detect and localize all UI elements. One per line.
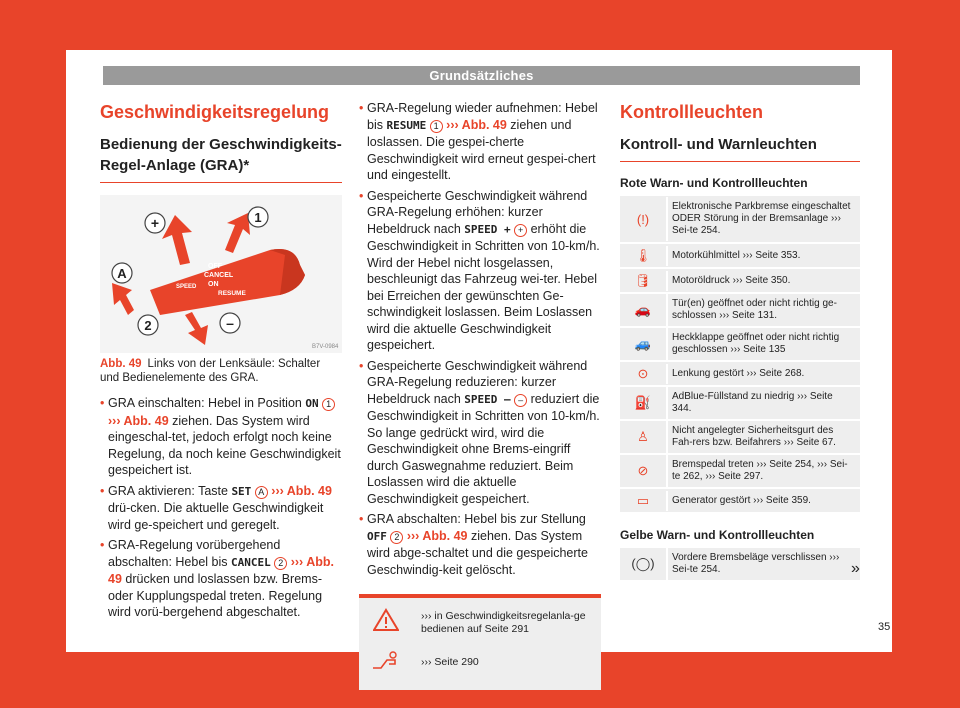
lever-cancel: CANCEL <box>204 272 234 279</box>
oil-icon: 🛢 <box>634 272 652 288</box>
section-heading: Kontrollleuchten <box>620 102 763 122</box>
brake-pad-icon: (◯) <box>631 556 655 571</box>
page-number: 35 <box>878 621 891 633</box>
coolant-icon: 🌡 <box>634 247 652 263</box>
table-row: ⊙ Lenkung gestört ››› Seite 268. <box>620 362 860 387</box>
page-header: Grundsätzliches <box>103 66 860 85</box>
continue-arrow-icon: » <box>851 560 860 577</box>
label-a: A <box>117 266 127 281</box>
figure-caption <box>100 357 342 385</box>
label-minus: – <box>226 315 234 331</box>
lever-illustration <box>100 195 342 353</box>
info-hand-icon <box>371 650 401 674</box>
table-row: ⊘ Bremspedal treten ››› Seite 254, ››› Sei-te 262, ››› Seite 297. <box>620 455 860 489</box>
red-lights-title: Rote Warn- und Kontrollleuchten <box>620 176 808 190</box>
note-info-text: ››› Seite 290 <box>421 656 479 668</box>
label-one: 1 <box>254 210 262 225</box>
note-box <box>359 594 601 690</box>
list-item: • GRA-Regelung vorübergehend abschalten: Hebel bis CANCEL 2 ››› Abb. 49 drücken und loslassen bzw. Brems- oder Kupplungspedal treten. Regelung wird vorü-bergehend abgeschaltet. <box>100 537 342 621</box>
section-heading: Geschwindigkeitsregelung <box>100 102 330 122</box>
lever-on: ON <box>208 281 219 288</box>
table-row: (◯) Vordere Bremsbeläge verschlissen ››› Sei-te 254. <box>620 548 860 582</box>
table-row: 🚙 Heckklappe geöffnet oder nicht richtig geschlossen ››› Seite 135 <box>620 328 860 362</box>
figure-code: B7V-0984 <box>312 344 339 350</box>
seatbelt-icon: ♙ <box>637 429 649 444</box>
table-row: 🌡 Motorkühlmittel ››› Seite 353. <box>620 244 860 269</box>
table-row: (!) Elektronische Parkbremse eingeschaltet ODER Störung in der Bremsanlage ››› Sei-te 254. <box>620 196 860 244</box>
lever-speed: SPEED <box>176 284 197 290</box>
brake-icon: (!) <box>636 211 650 227</box>
column-left <box>100 100 342 621</box>
label-two: 2 <box>144 318 152 333</box>
bullet-list-middle <box>359 100 601 578</box>
caption-abb: Abb. 49 <box>100 358 142 370</box>
label-plus: + <box>150 215 160 231</box>
table-row: ⛽ AdBlue-Füllstand zu niedrig ››› Seite 344. <box>620 387 860 421</box>
note-warning-text: ››› in Geschwindigkeitsregelanla-ge bedienen auf Seite 291 <box>421 610 586 635</box>
list-item: • GRA abschalten: Hebel bis zur Stellung OFF 2 ››› Abb. 49 ziehen. Das System wird abge-schaltet und die gespeicherte Geschwindig-keit gelöscht. <box>359 511 601 578</box>
table-row: 🚗 Tür(en) geöffnet oder nicht richtig ge-schlossen ››› Seite 131. <box>620 294 860 328</box>
section-subheading: Bedienung der Geschwindigkeits-Regel-Anlage (GRA)* <box>100 134 342 183</box>
column-right <box>620 100 860 582</box>
lever-resume: RESUME <box>218 290 246 297</box>
warning-icon <box>373 608 399 632</box>
brake-pedal-icon: ⊘ <box>637 463 649 478</box>
figure-gra-lever <box>100 195 342 353</box>
red-lights-table <box>620 196 860 514</box>
adblue-icon: ⛽ <box>634 395 652 410</box>
list-item: • Gespeicherte Geschwindigkeit während GRA-Regelung erhöhen: kurzer Hebeldruck nach SPEED + + erhöht die Geschwindigkeit in Schritten von 10-km/h. Wird der Hebel nicht losgelassen, beschleunigt das Fahrzeug wei-ter. Hebel bei Erreichen der gewünschten Ge-schwindigkeit loslassen. Beim Loslassen wird die aktuelle Geschwindigkeit gespeichert. <box>359 188 601 354</box>
yellow-lights-title: Gelbe Warn- und Kontrollleuchten <box>620 528 815 542</box>
caption-text: Links von der Lenksäule: Schalter und Bedienelemente des GRA. <box>100 358 321 384</box>
steering-icon: ⊙ <box>637 365 649 381</box>
table-row: 🛢 Motoröldruck ››› Seite 350. <box>620 269 860 294</box>
section-subheading: Kontroll- und Warnleuchten <box>620 134 860 162</box>
table-row: ▭ Generator gestört ››› Seite 359. <box>620 489 860 514</box>
list-item: • Gespeicherte Geschwindigkeit während GRA-Regelung reduzieren: kurzer Hebeldruck nach SPEED – – reduziert die Geschwindigkeit in Schritten von 10-km/h. So lange gedrückt wird, wird die Geschwindigkeit ohne Brems-eingriff durch Gaswegnahme reduziert. Beim Loslassen wird die aktuelle Geschwindigkeit gespeichert. <box>359 358 601 508</box>
list-item: • GRA einschalten: Hebel in Position ON 1 ››› Abb. 49 ziehen. Das System wird eingeschal-tet, jedoch erfolgt noch keine Regelung, da noch keine Geschwindigkeit gespeichert ist. <box>100 395 342 479</box>
bullet-list-left <box>100 395 342 621</box>
list-item: • GRA aktivieren: Taste SET A ››› Abb. 49 drü-cken. Die aktuelle Geschwindigkeit wird ge-speichert und geregelt. <box>100 483 342 534</box>
table-row: ♙ Nicht angelegter Sicherheitsgurt des Fah-rers bzw. Beifahrers ››› Seite 67. <box>620 421 860 455</box>
column-middle <box>359 100 601 690</box>
battery-icon: ▭ <box>636 492 650 508</box>
door-icon: 🚗 <box>634 302 652 317</box>
tailgate-icon: 🚙 <box>634 336 652 351</box>
yellow-lights-table <box>620 548 860 582</box>
list-item: • GRA-Regelung wieder aufnehmen: Hebel bis RESUME 1 ››› Abb. 49 ziehen und loslassen. Die gespei-cherte Geschwindigkeit wird erneut gespei-chert und eingestellt. <box>359 100 601 184</box>
lever-off: OFF <box>208 263 222 270</box>
